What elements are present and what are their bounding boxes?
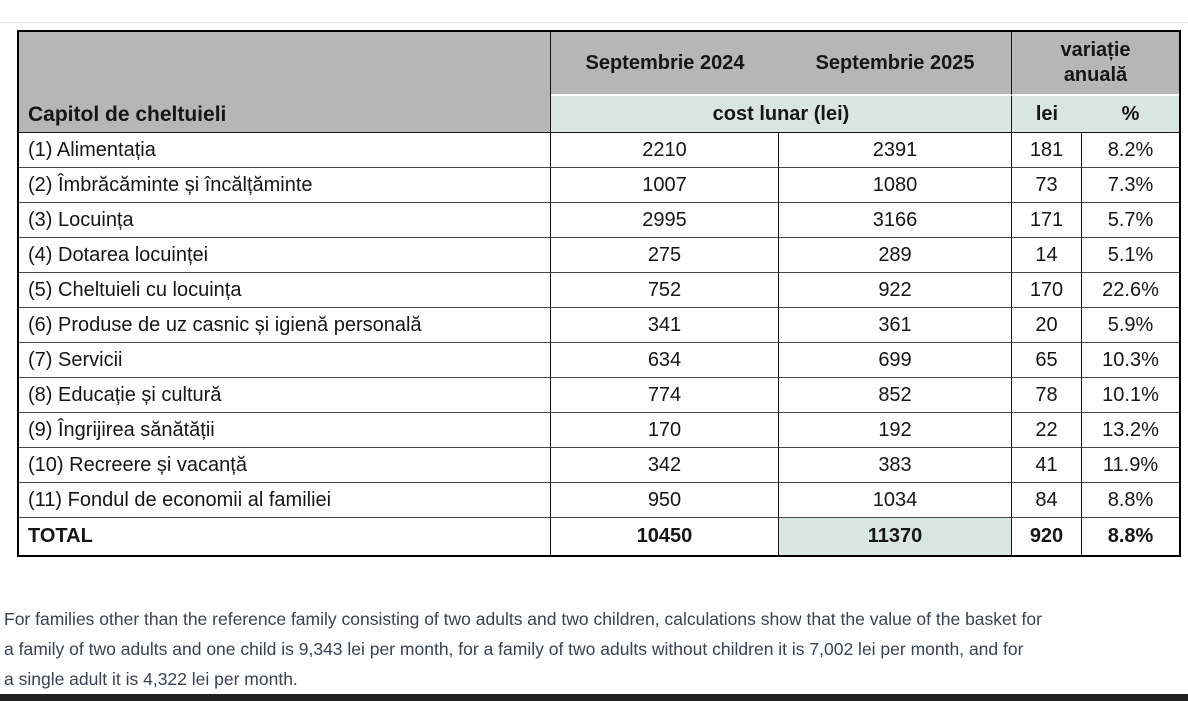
row-label: (10) Recreere și vacanță <box>19 448 551 483</box>
table-row-dotarea-locuintei <box>19 238 1179 273</box>
footnote-line-3: a single adult it is 4,322 lei per month. <box>4 669 298 689</box>
column-header-capitol: Capitol de cheltuieli <box>19 32 551 133</box>
cell-pct: 8.2% <box>1082 133 1179 168</box>
table-row-locuinta <box>19 203 1179 238</box>
row-label: (5) Cheltuieli cu locuința <box>19 273 551 308</box>
table-row-recreere-vacanta <box>19 448 1179 483</box>
cell-2024: 170 <box>551 413 779 448</box>
cell-2024: 752 <box>551 273 779 308</box>
cell-2025: 383 <box>779 448 1012 483</box>
cell-2024: 950 <box>551 483 779 518</box>
cell-2025: 699 <box>779 343 1012 378</box>
footnote-line-1: For families other than the reference family consisting of two adults and two children, calculations show that the value of the basket for <box>4 609 1042 629</box>
table-row-servicii <box>19 343 1179 378</box>
cell-2025: 192 <box>779 413 1012 448</box>
subheader-cost-lunar: cost lunar (lei) <box>551 96 1012 133</box>
cell-2025: 1080 <box>779 168 1012 203</box>
cell-pct: 7.3% <box>1082 168 1179 203</box>
row-label: (9) Îngrijirea sănătății <box>19 413 551 448</box>
row-label: (1) Alimentația <box>19 133 551 168</box>
row-label: (8) Educație și cultură <box>19 378 551 413</box>
cell-pct: 22.6% <box>1082 273 1179 308</box>
total-2024: 10450 <box>551 518 779 555</box>
column-header-variatie-anuala <box>1012 32 1179 96</box>
expenses-table <box>17 30 1181 557</box>
row-label: (2) Îmbrăcăminte și încălțăminte <box>19 168 551 203</box>
cell-lei: 20 <box>1012 308 1082 343</box>
subheader-lei: lei <box>1012 96 1082 133</box>
column-header-sept-2025: Septembrie 2025 <box>779 32 1012 96</box>
cell-lei: 65 <box>1012 343 1082 378</box>
footnote-line-2: a family of two adults and one child is 9,343 lei per month, for a family of two adults without children it is 7,002 lei per month, and for <box>4 639 1024 659</box>
cell-2024: 275 <box>551 238 779 273</box>
table-row-imbracaminte <box>19 168 1179 203</box>
total-label: TOTAL <box>19 518 551 555</box>
cell-pct: 8.8% <box>1082 483 1179 518</box>
footnote-paragraph <box>4 604 1042 694</box>
cell-pct: 5.1% <box>1082 238 1179 273</box>
cell-lei: 170 <box>1012 273 1082 308</box>
cell-2025: 852 <box>779 378 1012 413</box>
cell-pct: 10.1% <box>1082 378 1179 413</box>
total-pct: 8.8% <box>1107 525 1154 547</box>
cell-2025: 2391 <box>779 133 1012 168</box>
total-row <box>19 518 1179 555</box>
cell-lei: 78 <box>1012 378 1082 413</box>
row-label: (4) Dotarea locuinței <box>19 238 551 273</box>
cell-lei: 181 <box>1012 133 1082 168</box>
cell-lei: 41 <box>1012 448 1082 483</box>
cell-lei: 14 <box>1012 238 1082 273</box>
subheader-percent: % <box>1082 96 1179 133</box>
cell-pct: 5.9% <box>1082 308 1179 343</box>
cell-lei: 73 <box>1012 168 1082 203</box>
cell-2025: 361 <box>779 308 1012 343</box>
cell-2024: 2995 <box>551 203 779 238</box>
cell-2025: 289 <box>779 238 1012 273</box>
total-2025: 11370 <box>779 518 1012 555</box>
top-divider <box>0 22 1188 23</box>
table-row-fondul-economii <box>19 483 1179 518</box>
cell-2024: 1007 <box>551 168 779 203</box>
cell-lei: 84 <box>1012 483 1082 518</box>
cell-lei: 171 <box>1012 203 1082 238</box>
cell-2024: 342 <box>551 448 779 483</box>
table-row-educatie-cultura <box>19 378 1179 413</box>
cell-pct: 5.7% <box>1082 203 1179 238</box>
cell-pct: 10.3% <box>1082 343 1179 378</box>
table-row-alimentatia <box>19 133 1179 168</box>
cell-2024: 774 <box>551 378 779 413</box>
cell-2024: 634 <box>551 343 779 378</box>
cell-2024: 2210 <box>551 133 779 168</box>
cell-pct: 11.9% <box>1082 448 1179 483</box>
row-label: (7) Servicii <box>19 343 551 378</box>
cell-2024: 341 <box>551 308 779 343</box>
cell-2025: 922 <box>779 273 1012 308</box>
variatie-anuala-label: variație anuală <box>1060 39 1131 86</box>
cell-pct: 13.2% <box>1082 413 1179 448</box>
header-row-months <box>19 32 1179 96</box>
cell-lei: 22 <box>1012 413 1082 448</box>
cell-2025: 3166 <box>779 203 1012 238</box>
row-label: (3) Locuința <box>19 203 551 238</box>
bottom-bar <box>0 694 1188 701</box>
cell-2025: 1034 <box>779 483 1012 518</box>
row-label: (11) Fondul de economii al familiei <box>19 483 551 518</box>
row-label: (6) Produse de uz casnic și igienă personală <box>19 308 551 343</box>
total-lei: 920 <box>1012 518 1082 555</box>
table-row-cheltuieli-locuinta <box>19 273 1179 308</box>
table-row-ingrijirea-sanatatii <box>19 413 1179 448</box>
table-row-produse-uz-casnic <box>19 308 1179 343</box>
column-header-sept-2024: Septembrie 2024 <box>551 32 779 96</box>
